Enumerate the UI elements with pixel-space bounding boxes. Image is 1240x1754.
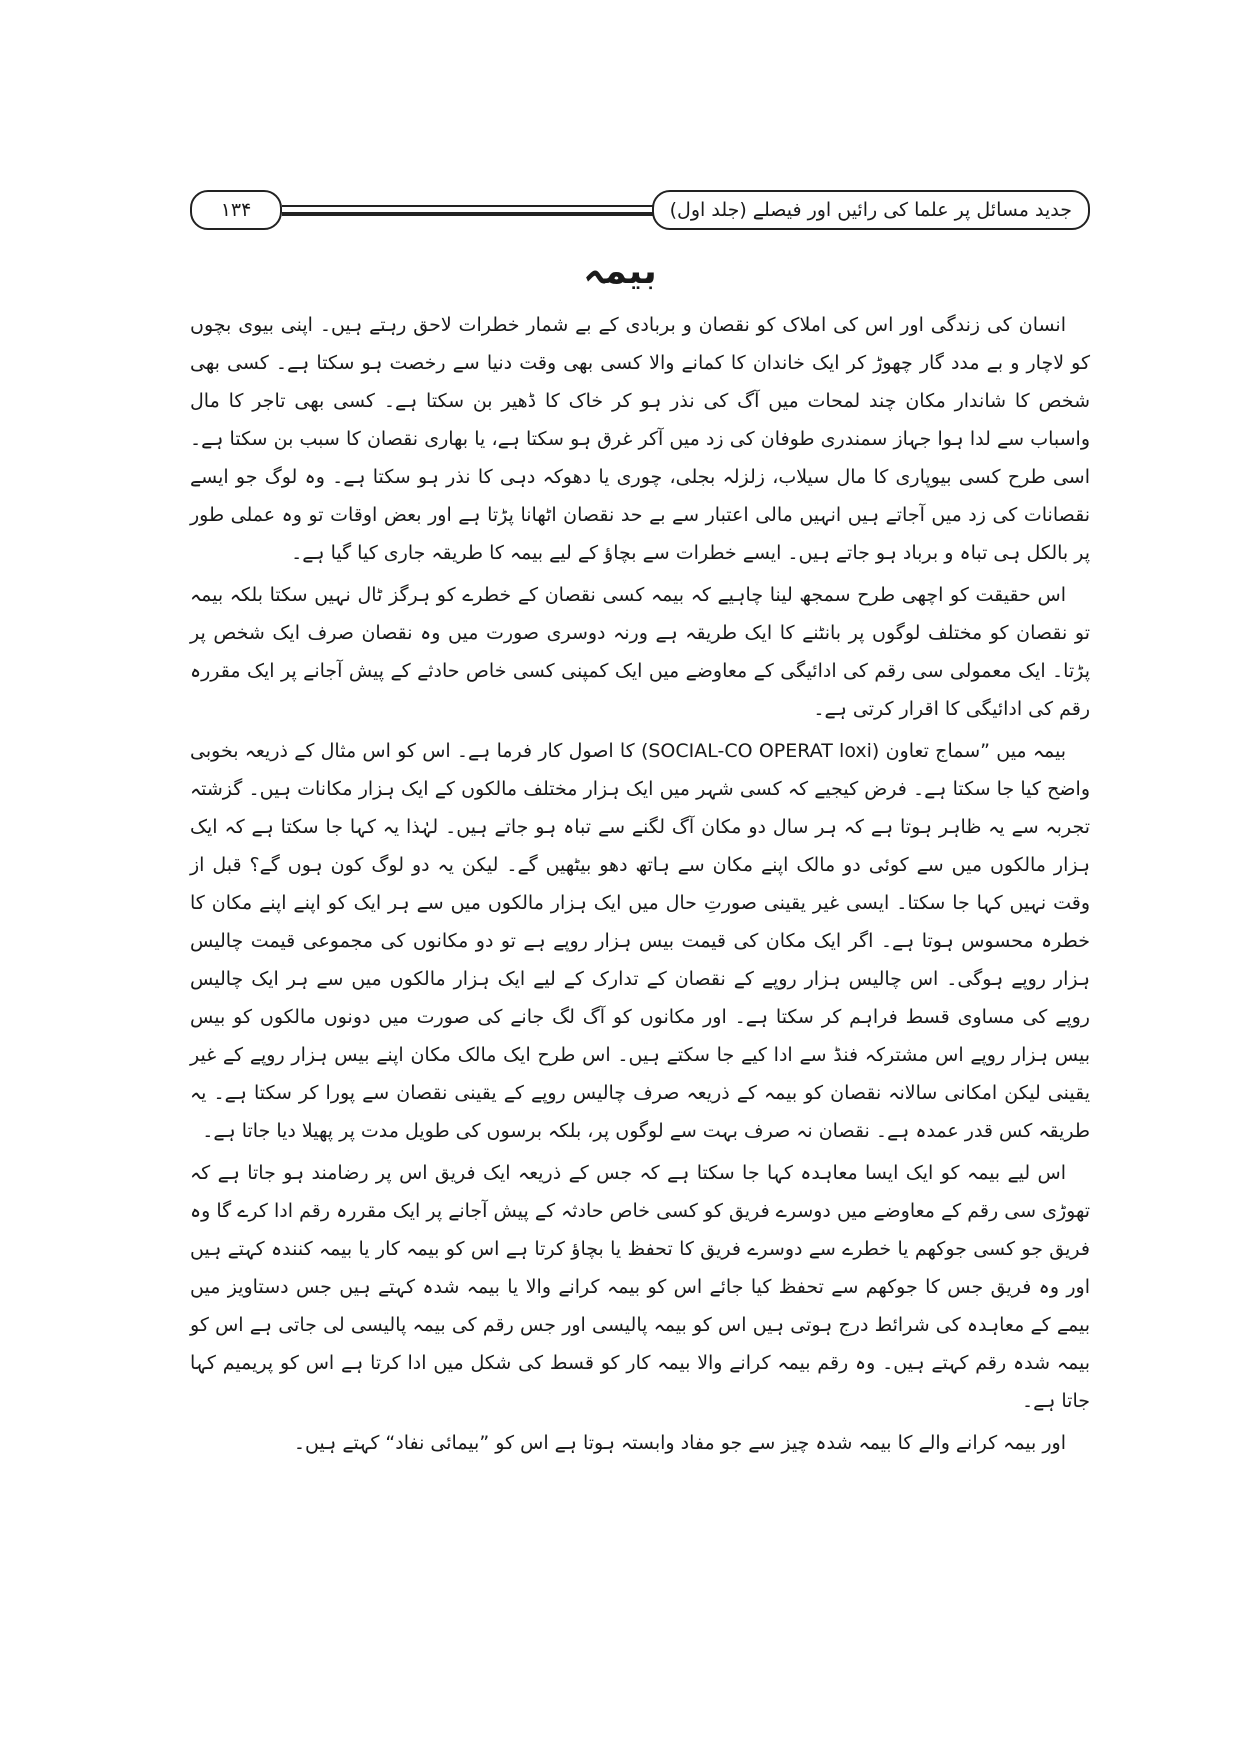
paragraph: اس حقیقت کو اچھی طرح سمجھ لینا چاہیے کہ بیمہ کسی نقصان کے خطرے کو ہرگز ٹال نہیں سکتا بلکہ بیمہ تو نقصان کو مختلف لوگوں پر بانٹنے کا ایک طریقہ ہے ورنہ دوسری صورت میں وہ نقصان صرف ایک شخص پر پڑتا۔ ایک معمولی سی رقم کی ادائیگی کے معاوضے میں ایک کمپنی کسی خاص حادثے کے پیش آجانے پر ایک مقررہ رقم کی ادائیگی کا اقرار کرتی ہے۔ — [190, 584, 1090, 720]
section-heading: بیمہ — [583, 251, 657, 292]
running-header — [190, 190, 1090, 230]
book-title: جدید مسائل پر علما کی رائیں اور فیصلے (جلد اول) — [669, 199, 1072, 221]
paragraph: بیمہ میں ”سماج تعاون (SOCIAL-CO OPERAT loxi) کا اصول کار فرما ہے۔ اس کو اس مثال کے ذریعہ بخوبی واضح کیا جا سکتا ہے۔ فرض کیجیے کہ کسی شہر میں ایک ہزار مختلف مالکوں کے ایک ہزار مکانات ہیں۔ گزشتہ تجربہ سے یہ ظاہر ہوتا ہے کہ ہر سال دو مکان آگ لگنے سے تباہ ہو جاتے ہیں۔ لہٰذا یہ کہا جا سکتا ہے کہ ایک ہزار مالکوں میں سے کوئی دو مالک اپنے مکان سے ہاتھ دھو بیٹھیں گے۔ لیکن یہ دو لوگ کون ہوں گے؟ قبل از وقت نہیں کہا جا سکتا۔ ایسی غیر یقینی صورتِ حال میں ایک ہزار مالکوں میں سے ہر ایک کو اپنے اپنے مکان کا خطرہ محسوس ہوتا ہے۔ اگر ایک مکان کی قیمت بیس ہزار روپے ہے تو دو مکانوں کی مجموعی قیمت چالیس ہزار روپے ہوگی۔ اس چالیس ہزار روپے کے نقصان کے تدارک کے لیے ایک ہزار مالکوں میں سے ہر ایک چالیس روپے کی مساوی قسط فراہم کر سکتا ہے۔ اور مکانوں کو آگ لگ جانے کی صورت میں دونوں مالکوں کو بیس بیس ہزار روپے اس مشترکہ فنڈ سے ادا کیے جا سکتے ہیں۔ اس طرح ایک مالک مکان اپنے بیس ہزار روپے کے غیر یقینی لیکن امکانی سالانہ نقصان کو بیمہ کے ذریعہ صرف چالیس روپے کے یقینی نقصان سے پورا کر سکتا ہے۔ یہ طریقہ کس قدر عمدہ ہے۔ نقصان نہ صرف بہت سے لوگوں پر، بلکہ برسوں کی طویل مدت پر پھیلا دیا جاتا ہے۔ — [190, 740, 1090, 1142]
book-title-badge — [652, 190, 1090, 230]
paragraph: اور بیمہ کرانے والے کا بیمہ شدہ چیز سے جو مفاد وابستہ ہوتا ہے اس کو ”بیمائی نفاد“ کہتے ہیں۔ — [293, 1432, 1066, 1454]
page-number-badge — [190, 190, 282, 230]
body-text — [190, 306, 1090, 1462]
paragraph: اس لیے بیمہ کو ایک ایسا معاہدہ کہا جا سکتا ہے کہ جس کے ذریعہ ایک فریق اس پر رضامند ہو جاتا ہے کہ تھوڑی سی رقم کے معاوضے میں دوسرے فریق کو کسی خاص حادثہ کے پیش آجانے پر ایک مقررہ رقم ادا کرے گا وہ فریق جو کسی جوکھم یا خطرے سے دوسرے فریق کا تحفظ یا بچاؤ کرتا ہے اس کو بیمہ کار یا بیمہ کنندہ کہتے ہیں اور وہ فریق جس کا جوکھم سے تحفظ کیا جائے اس کو بیمہ کرانے والا یا بیمہ شدہ کہتے ہیں جس دستاویز میں بیمے کے معاہدہ کی شرائط درج ہوتی ہیں اس کو بیمہ پالیسی اور جس رقم کی بیمہ پالیسی لی جاتی ہے اس کو بیمہ شدہ رقم کہتے ہیں۔ وہ رقم بیمہ کرانے والا بیمہ کار کو قسط کی شکل میں ادا کرتا ہے اس کو پریمیم کہا جاتا ہے۔ — [190, 1162, 1090, 1412]
paragraph: انسان کی زندگی اور اس کی املاک کو نقصان و بربادی کے بے شمار خطرات لاحق رہتے ہیں۔ اپنی بیوی بچوں کو لاچار و بے مدد گار چھوڑ کر ایک خاندان کا کمانے والا کسی بھی وقت دنیا سے رخصت ہو سکتا ہے۔ کسی بھی شخص کا شاندار مکان چند لمحات میں آگ کی نذر ہو کر خاک کا ڈھیر بن سکتا ہے۔ کسی بھی تاجر کا مال واسباب سے لدا ہوا جہاز سمندری طوفان کی زد میں آکر غرق ہو سکتا ہے، یا بھاری نقصان کا سبب بن سکتا ہے۔ اسی طرح کسی بیوپاری کا مال سیلاب، زلزلہ بجلی، چوری یا دھوکہ دہی کا نذر ہو سکتا ہے۔ وہ لوگ جو ایسے نقصانات کی زد میں آجاتے ہیں انہیں مالی اعتبار سے بے حد نقصان اٹھانا پڑتا ہے اور بعض اوقات تو وہ عملی طور پر بالکل ہی تباہ و برباد ہو جاتے ہیں۔ ایسے خطرات سے بچاؤ کے لیے بیمہ کا طریقہ جاری کیا گیا ہے۔ — [190, 314, 1090, 564]
page-number: ۱۳۴ — [220, 199, 252, 221]
